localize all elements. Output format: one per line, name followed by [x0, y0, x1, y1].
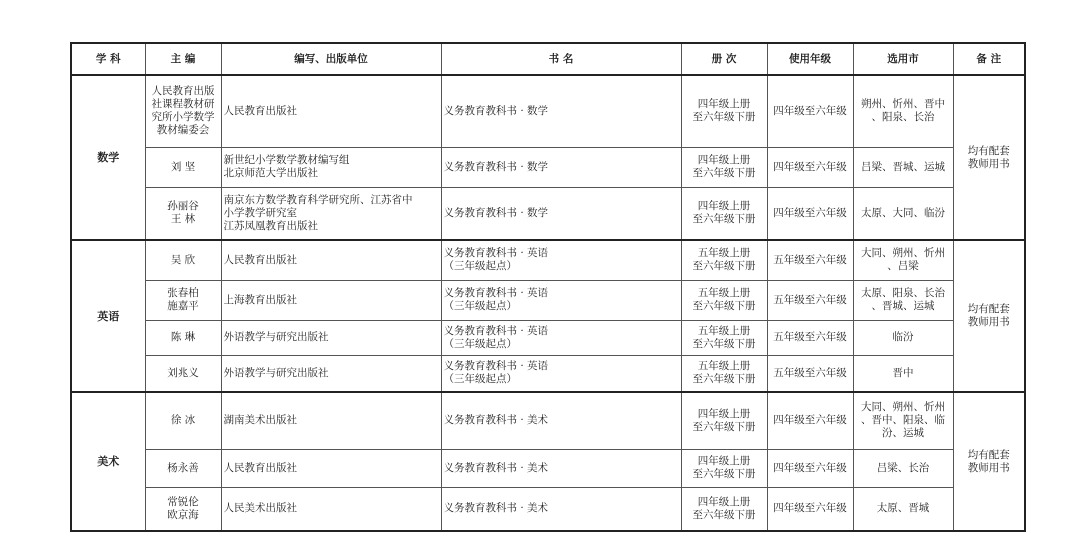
publisher-cell: 南京东方数学教育科学研究所、江苏省中 小学教学研究室 江苏凤凰教育出版社 [221, 187, 441, 240]
cities-cell: 大同、朔州、忻州 、晋中、阳泉、临 汾、运城 [853, 392, 953, 449]
table-row [71, 147, 1025, 187]
volume-cell: 四年级上册 至六年级下册 [681, 392, 767, 449]
editor-cell: 刘兆义 [145, 355, 221, 392]
table-row [71, 487, 1025, 531]
book-cell: 义务教育教科书 · 英语 （三年级起点） [441, 280, 681, 320]
cities-cell: 吕梁、长治 [853, 449, 953, 487]
header-book: 书 名 [441, 43, 681, 75]
editor-cell: 张春柏 施嘉平 [145, 280, 221, 320]
grade-cell: 五年级至六年级 [767, 320, 853, 355]
volume-cell: 五年级上册 至六年级下册 [681, 240, 767, 280]
grade-cell: 四年级至六年级 [767, 75, 853, 147]
volume-cell: 五年级上册 至六年级下册 [681, 280, 767, 320]
book-cell: 义务教育教科书 · 数学 [441, 187, 681, 240]
cities-cell: 晋中 [853, 355, 953, 392]
subject-cell: 数学 [71, 75, 145, 240]
table-row [71, 240, 1025, 280]
header-grade: 使用年级 [767, 43, 853, 75]
publisher-cell: 人民教育出版社 [221, 240, 441, 280]
volume-cell: 四年级上册 至六年级下册 [681, 187, 767, 240]
book-cell: 义务教育教科书 · 数学 [441, 75, 681, 147]
publisher-cell: 外语教学与研究出版社 [221, 355, 441, 392]
header-editor: 主 编 [145, 43, 221, 75]
textbook-table [70, 42, 1026, 532]
volume-cell: 四年级上册 至六年级下册 [681, 147, 767, 187]
editor-cell: 刘 坚 [145, 147, 221, 187]
volume-cell: 五年级上册 至六年级下册 [681, 355, 767, 392]
book-cell: 义务教育教科书 · 美术 [441, 487, 681, 531]
editor-cell: 人民教育出版 社课程教材研 究所小学数学 教材编委会 [145, 75, 221, 147]
note-cell: 均有配套 教师用书 [953, 392, 1025, 531]
header-volume: 册 次 [681, 43, 767, 75]
header-cities: 选用市 [853, 43, 953, 75]
book-cell: 义务教育教科书 · 美术 [441, 449, 681, 487]
editor-cell: 杨永善 [145, 449, 221, 487]
cities-cell: 吕梁、晋城、运城 [853, 147, 953, 187]
grade-cell: 四年级至六年级 [767, 392, 853, 449]
editor-cell: 吴 欣 [145, 240, 221, 280]
publisher-cell: 新世纪小学数学教材编写组 北京师范大学出版社 [221, 147, 441, 187]
cities-cell: 朔州、忻州、晋中 、阳泉、长治 [853, 75, 953, 147]
note-cell: 均有配套 教师用书 [953, 240, 1025, 392]
subject-cell: 美术 [71, 392, 145, 531]
publisher-cell: 外语教学与研究出版社 [221, 320, 441, 355]
header-row [71, 43, 1025, 75]
editor-cell: 陈 琳 [145, 320, 221, 355]
publisher-cell: 湖南美术出版社 [221, 392, 441, 449]
book-cell: 义务教育教科书 · 数学 [441, 147, 681, 187]
table-row [71, 320, 1025, 355]
header-note: 备 注 [953, 43, 1025, 75]
note-cell: 均有配套 教师用书 [953, 75, 1025, 240]
cities-cell: 太原、大同、临汾 [853, 187, 953, 240]
grade-cell: 五年级至六年级 [767, 240, 853, 280]
cities-cell: 临汾 [853, 320, 953, 355]
table-row [71, 355, 1025, 392]
cities-cell: 太原、阳泉、长治 、晋城、运城 [853, 280, 953, 320]
table-row [71, 187, 1025, 240]
cities-cell: 大同、朔州、忻州 、吕梁 [853, 240, 953, 280]
grade-cell: 五年级至六年级 [767, 280, 853, 320]
table-row [71, 280, 1025, 320]
header-publisher: 编写、出版单位 [221, 43, 441, 75]
cities-cell: 太原、晋城 [853, 487, 953, 531]
volume-cell: 五年级上册 至六年级下册 [681, 320, 767, 355]
grade-cell: 四年级至六年级 [767, 449, 853, 487]
publisher-cell: 人民美术出版社 [221, 487, 441, 531]
book-cell: 义务教育教科书 · 英语 （三年级起点） [441, 320, 681, 355]
book-cell: 义务教育教科书 · 美术 [441, 392, 681, 449]
grade-cell: 五年级至六年级 [767, 355, 853, 392]
grade-cell: 四年级至六年级 [767, 187, 853, 240]
header-subject: 学 科 [71, 43, 145, 75]
editor-cell: 常锐伦 欧京海 [145, 487, 221, 531]
publisher-cell: 上海教育出版社 [221, 280, 441, 320]
table-row [71, 449, 1025, 487]
editor-cell: 徐 冰 [145, 392, 221, 449]
grade-cell: 四年级至六年级 [767, 147, 853, 187]
volume-cell: 四年级上册 至六年级下册 [681, 75, 767, 147]
publisher-cell: 人民教育出版社 [221, 449, 441, 487]
editor-cell: 孙丽谷 王 林 [145, 187, 221, 240]
volume-cell: 四年级上册 至六年级下册 [681, 487, 767, 531]
volume-cell: 四年级上册 至六年级下册 [681, 449, 767, 487]
grade-cell: 四年级至六年级 [767, 487, 853, 531]
subject-cell: 英语 [71, 240, 145, 392]
table-row [71, 392, 1025, 449]
table-row [71, 75, 1025, 147]
book-cell: 义务教育教科书 · 英语 （三年级起点） [441, 240, 681, 280]
book-cell: 义务教育教科书 · 英语 （三年级起点） [441, 355, 681, 392]
publisher-cell: 人民教育出版社 [221, 75, 441, 147]
